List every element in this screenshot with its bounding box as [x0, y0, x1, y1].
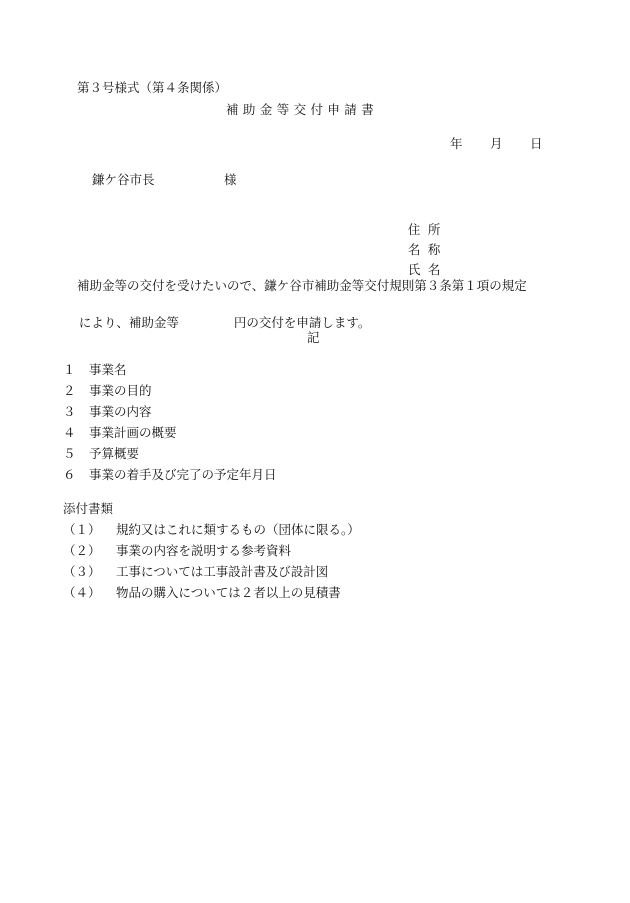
list-item: ３ 事業の内容 — [63, 404, 152, 419]
body-text-line-1: 補助金等の交付を受けたいので、鎌ケ谷市補助金等交付規則第３条第１項の規定 — [77, 278, 527, 293]
attachment-item: （３） 工事については工事設計書及び設計図 — [63, 564, 329, 579]
attachment-item: （２） 事業の内容を説明する参考資料 — [63, 543, 292, 558]
attachments-heading: 添付書類 — [63, 501, 114, 516]
addressee-suffix: 様 — [224, 172, 237, 187]
applicant-address-label: 住 所 — [407, 222, 441, 237]
date-year-label: 年 — [450, 136, 463, 151]
form-label: 第３号様式（第４条関係） — [77, 80, 228, 95]
ki-marker: 記 — [307, 330, 320, 345]
list-item: ４ 事業計画の概要 — [63, 425, 177, 440]
document-title: 補助金等交付申請書 — [226, 102, 379, 117]
body-text-line-2: により、補助金等 円の交付を申請します。 — [78, 315, 371, 330]
list-item: １ 事業名 — [63, 362, 127, 377]
attachment-item: （４） 物品の購入については２者以上の見積書 — [63, 585, 341, 600]
date-day-label: 日 — [530, 136, 543, 151]
date-month-label: 月 — [490, 136, 503, 151]
applicant-name-label: 氏 名 — [407, 262, 441, 277]
list-item: ２ 事業の目的 — [63, 383, 152, 398]
applicant-title-label: 名 称 — [407, 242, 441, 257]
list-item: ６ 事業の着手及び完了の予定年月日 — [63, 467, 277, 482]
addressee: 鎌ケ谷市長 — [92, 172, 155, 187]
list-item: ５ 予算概要 — [63, 446, 140, 461]
attachment-item: （１） 規約又はこれに類するもの（団体に限る。） — [63, 522, 360, 537]
